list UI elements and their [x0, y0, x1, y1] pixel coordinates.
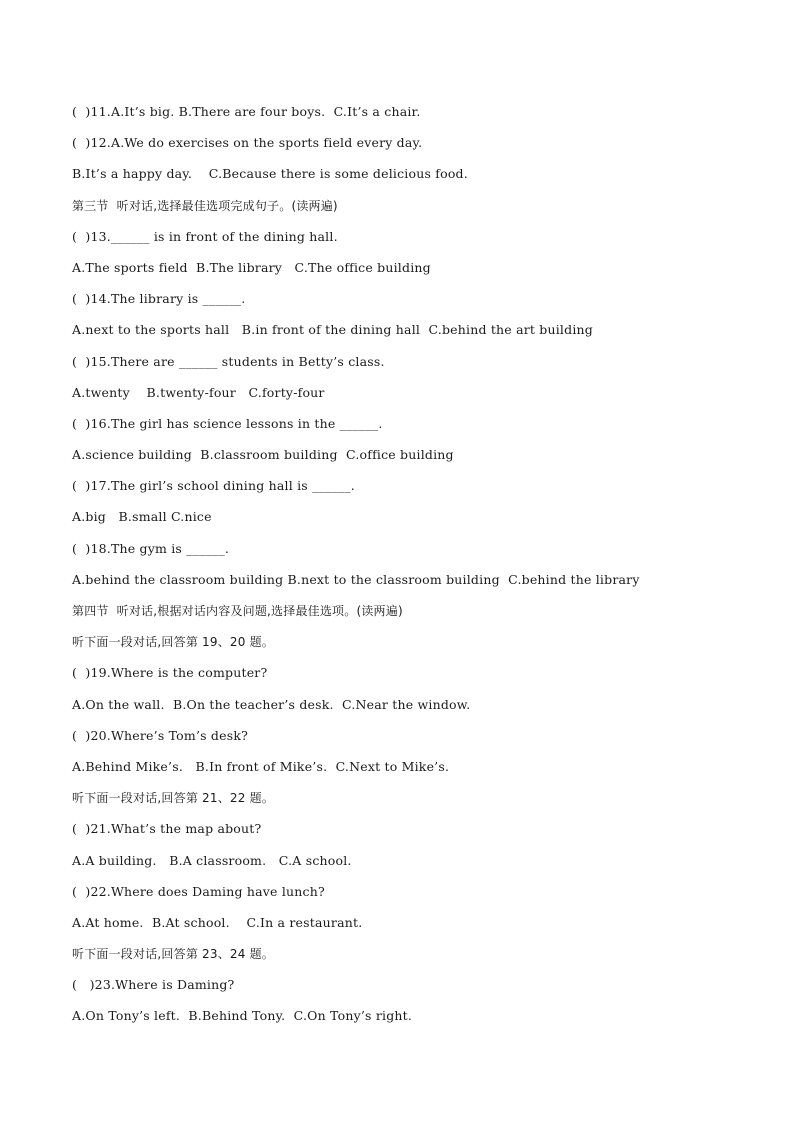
options-line: A.The sports field B.The library C.The office building: [72, 259, 431, 275]
section-heading: 第三节 听对话,选择最佳选项完成句子。(读两遍): [72, 198, 338, 213]
question-line: ( )12.A.We do exercises on the sports field every day.: [72, 135, 423, 151]
question-line: ( )23.Where is Daming?: [72, 977, 235, 993]
section-heading: 第四节 听对话,根据对话内容及问题,选择最佳选项。(读两遍): [72, 604, 403, 618]
options-line: A.Behind Mike’s. B.In front of Mike’s. C.Next to Mike’s.: [72, 758, 450, 774]
question-line: ( )17.The girl’s school dining hall is ______.: [72, 478, 355, 494]
question-line: ( )11.A.It’s big. B.There are four boys. C.It’s a chair.: [72, 104, 421, 119]
question-line: ( )14.The library is ______.: [72, 291, 246, 307]
section-heading: 听下面一段对话,回答第 23、24 题。: [72, 947, 274, 962]
question-line: ( )19.Where is the computer?: [72, 665, 268, 681]
options-line: A.behind the classroom building B.next to the classroom building C.behind the library: [72, 571, 640, 587]
options-line: A.On the wall. B.On the teacher’s desk. C.Near the window.: [72, 696, 471, 712]
options-line: A.twenty B.twenty-four C.forty-four: [72, 384, 325, 400]
options-line: A.On Tony’s left. B.Behind Tony. C.On Tony’s right.: [72, 1008, 413, 1024]
options-line: A.At home. B.At school. C.In a restaurant.: [72, 914, 363, 930]
options-line: A.science building B.classroom building C.office building: [72, 447, 454, 463]
question-line: ( )18.The gym is ______.: [72, 540, 230, 556]
options-line: A.big B.small C.nice: [72, 509, 212, 525]
options-line: A.A building. B.A classroom. C.A school.: [72, 852, 352, 868]
question-line: ( )13.______ is in front of the dining hall.: [72, 228, 338, 244]
options-line: A.next to the sports hall B.in front of the dining hall C.behind the art building: [72, 322, 593, 338]
question-line: ( )15.There are ______ students in Betty’s class.: [72, 353, 385, 369]
exam-page: [72, 101, 752, 1037]
question-line: ( )20.Where’s Tom’s desk?: [72, 727, 249, 743]
section-heading: 听下面一段对话,回答第 21、22 题。: [72, 791, 274, 806]
options-line: B.It’s a happy day. C.Because there is some delicious food.: [72, 166, 468, 182]
question-line: ( )22.Where does Daming have lunch?: [72, 883, 325, 899]
section-heading: 听下面一段对话,回答第 19、20 题。: [72, 635, 274, 650]
question-line: ( )21.What’s the map about?: [72, 821, 262, 837]
question-line: ( )16.The girl has science lessons in the ______.: [72, 415, 383, 431]
